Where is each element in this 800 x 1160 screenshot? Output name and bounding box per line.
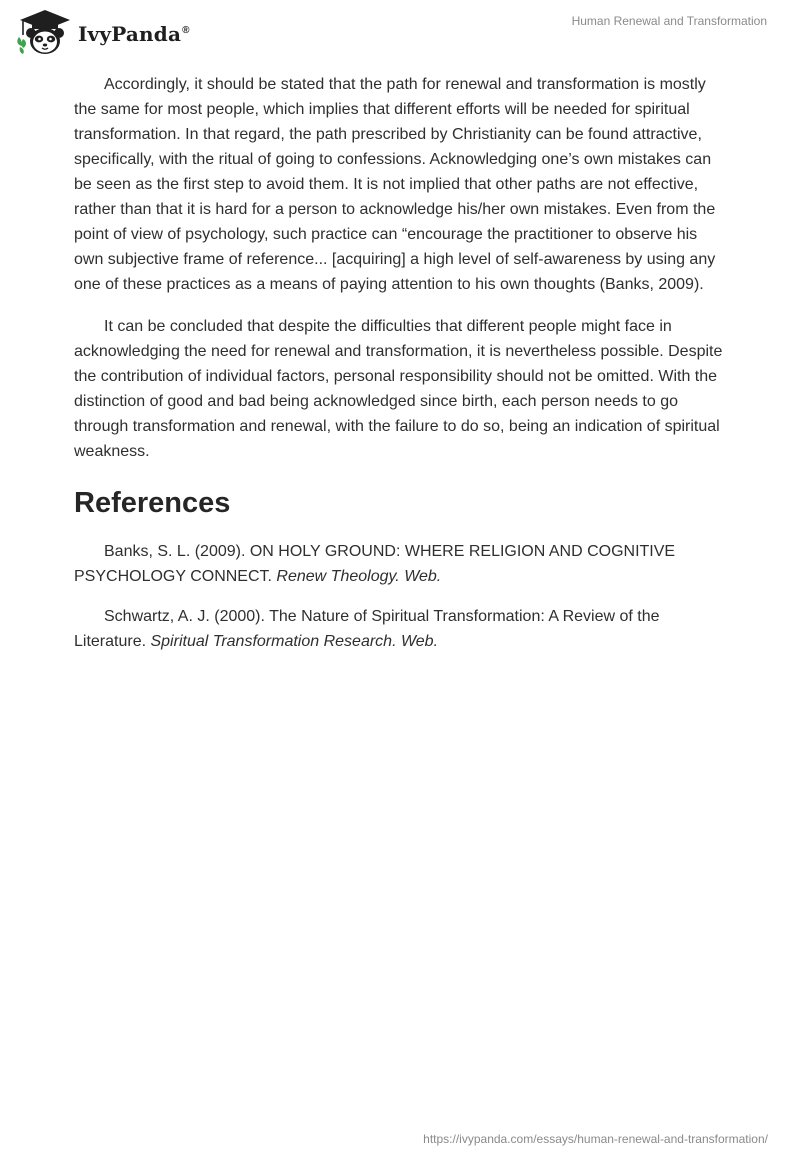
page-header xyxy=(0,0,800,60)
body-paragraph-2: It can be concluded that despite the difficulties that different people might face in acknowledging the need for renewal and transformation, it is nevertheless possible. Despite the contribution of individual factors, personal responsibility should not be omitted. With the distinction of good and bad being acknowledged since birth, each person needs to go through transformation and renewal, with the failure to do so, being an indication of spiritual weakness. xyxy=(74,318,723,460)
reference-source: Spiritual Transformation Research. Web. xyxy=(150,633,439,650)
reference-source: Renew Theology. Web. xyxy=(276,568,442,585)
reference-item xyxy=(74,604,726,654)
document-body xyxy=(74,72,726,669)
reference-item xyxy=(74,539,726,589)
body-paragraph-1: Accordingly, it should be stated that the path for renewal and transformation is mostly the same for most people, which implies that different efforts will be needed for spiritual transformation. In that regard, the path prescribed by Christianity can be found attractive, specifically, with the ritual of going to confessions. Acknowledging one’s own mistakes can be seen as the first step to avoid them. It is not implied that other paths are not effective, rather than that it is hard for a person to acknowledge his/her own mistakes. Even from the point of view of psychology, such practice can “encourage the practitioner to observe his own subjective frame of reference... [acquiring] a high level of self-awareness by using any one of these practices as a means of paying attention to his own thoughts (Banks, 2009). xyxy=(74,76,716,293)
document-title: Human Renewal and Transformation xyxy=(571,14,767,28)
reference-text: Schwartz, A. J. (2000). The Nature of Spiritual Transformation: A Review of the Literature. xyxy=(74,608,660,650)
footer-url[interactable]: https://ivypanda.com/essays/human-renewal-and-transformation/ xyxy=(423,1132,768,1146)
brand-name xyxy=(78,22,190,46)
registered-mark: ® xyxy=(182,25,190,37)
references-heading: References xyxy=(74,487,231,519)
brand-name-text: IvyPanda xyxy=(78,22,182,46)
brand-logo[interactable] xyxy=(14,8,190,56)
reference-text: Banks, S. L. (2009). ON HOLY GROUND: WHERE RELIGION AND COGNITIVE PSYCHOLOGY CONNECT. xyxy=(74,543,676,585)
panda-graduate-logo-icon xyxy=(14,8,76,56)
